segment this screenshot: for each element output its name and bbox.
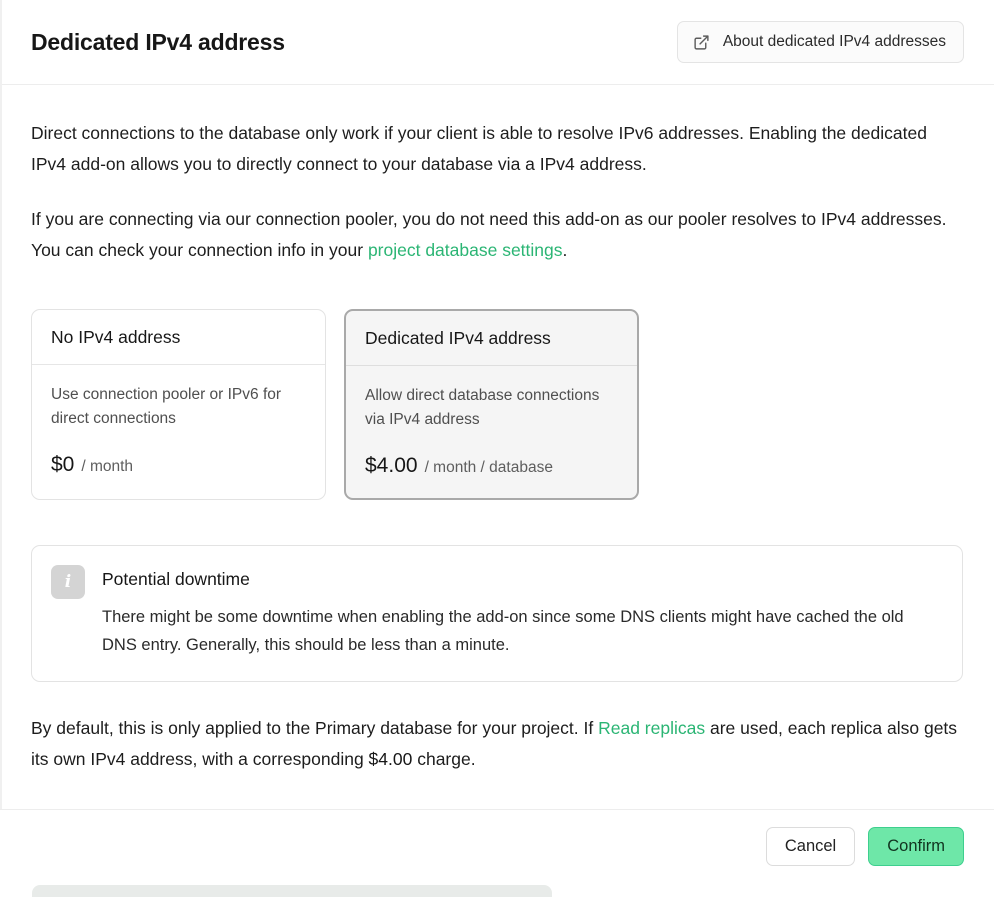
plan-description: Allow direct database connections via IPv4 address — [365, 387, 600, 428]
info-icon — [51, 565, 85, 599]
footnote-text-2: are used, each replica also gets its own IPv4 address, with a corresponding — [31, 718, 958, 769]
cancel-button[interactable]: Cancel — [766, 827, 855, 866]
read-replicas-link[interactable]: Read replicas — [598, 718, 706, 738]
confirm-button[interactable]: Confirm — [868, 827, 964, 866]
plan-price-unit: / month — [81, 458, 134, 475]
page-bottom-decoration — [0, 883, 994, 897]
about-dedicated-ipv4-button[interactable] — [677, 21, 964, 63]
pooler-paragraph — [31, 204, 951, 266]
plan-option-no-ipv4[interactable] — [31, 309, 326, 500]
replica-footnote — [31, 713, 961, 775]
potential-downtime-notice — [31, 545, 963, 682]
plan-option-dedicated-ipv4[interactable] — [344, 309, 639, 500]
plan-options — [31, 309, 963, 500]
plan-price: $4.00 — [365, 454, 418, 477]
modal-header — [0, 0, 994, 85]
about-button-label: About dedicated IPv4 addresses — [722, 33, 946, 50]
plan-price-unit: / month / database — [424, 459, 553, 476]
plan-description: Use connection pooler or IPv6 for direct connections — [51, 386, 282, 427]
page-title: Dedicated IPv4 address — [31, 28, 285, 55]
project-database-settings-link[interactable]: project database settings — [367, 240, 563, 260]
pooler-paragraph-text-1: If you are connecting via our connection pooler, you do not need this add-on as our pooler resolves to IPv4 addresses. You can check your connection info in your — [31, 209, 947, 260]
external-link-icon — [693, 34, 710, 51]
plan-title: Dedicated IPv4 address — [346, 311, 637, 366]
notice-text: There might be some downtime when enabling the add-on since some DNS clients might have cached the old DNS entry. Generally, this should be less than a minute. — [102, 608, 904, 654]
plan-body — [32, 365, 325, 497]
intro-paragraph: Direct connections to the database only work if your client is able to resolve IPv6 addresses. Enabling the dedicated IPv4 add-on allows you to directly connect to your database via a IPv4 address. — [31, 123, 927, 174]
pooler-paragraph-text-2: . — [562, 240, 568, 260]
page-edge-strip — [0, 0, 2, 897]
modal-footer — [0, 809, 994, 883]
plan-price-row — [51, 453, 306, 477]
notice-title: Potential downtime — [102, 569, 250, 589]
plan-price-row — [365, 454, 618, 478]
modal-body — [0, 85, 994, 775]
notice-content — [102, 565, 942, 659]
plan-body — [346, 366, 637, 498]
footnote-amount: $4.00 — [368, 749, 413, 769]
plan-price: $0 — [51, 453, 75, 476]
footnote-text-1: By default, this is only applied to the Primary database for your project. If — [31, 718, 599, 738]
info-icon-glyph: i — [64, 571, 72, 592]
footnote-text-3: charge. — [412, 749, 476, 769]
plan-title: No IPv4 address — [32, 310, 325, 365]
